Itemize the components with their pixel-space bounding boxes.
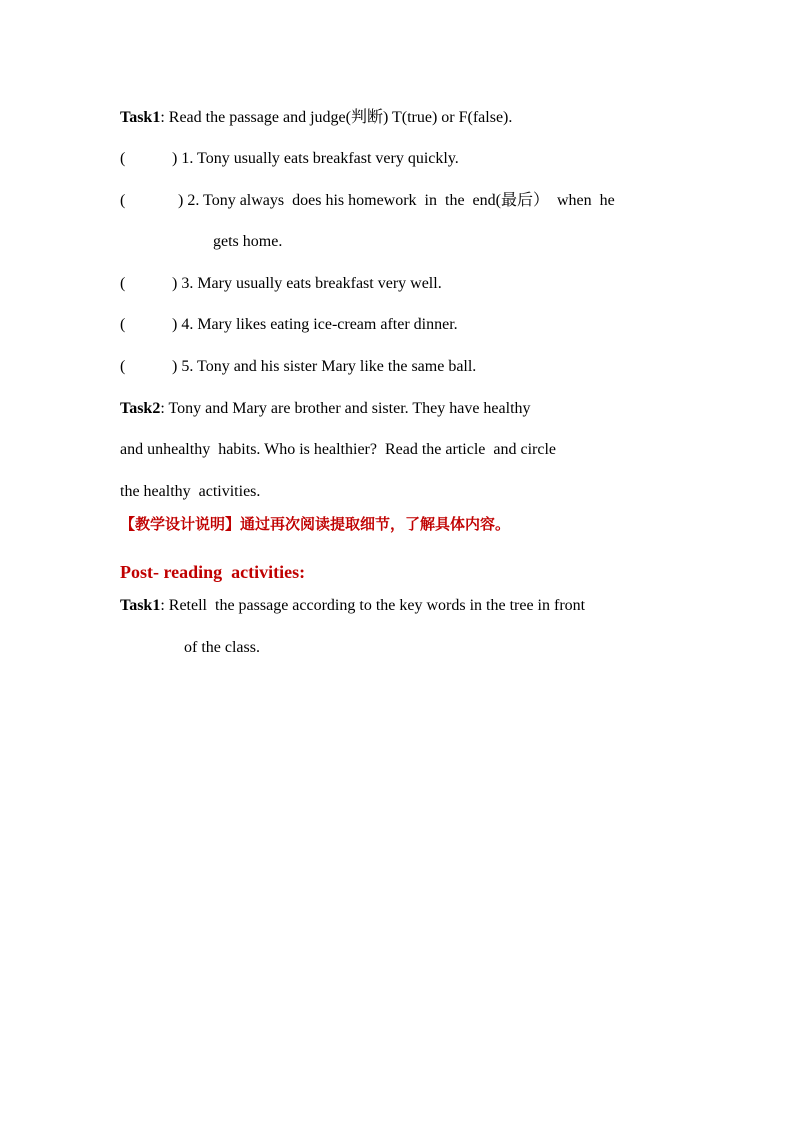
task2-colon: : <box>160 400 165 417</box>
judge-item-2 <box>120 191 615 211</box>
judge-item-text: ) 2. Tony always does his homework in the end(最后） when he <box>178 192 615 209</box>
post-reading-task1-line2 <box>184 638 260 658</box>
post-reading-task1-line1 <box>120 596 585 616</box>
task2-text: the healthy activities. <box>120 483 261 500</box>
answer-blank-open: ( <box>120 192 126 209</box>
post-reading-heading <box>120 562 305 582</box>
judge-item-text: ) 5. Tony and his sister Mary like the same ball. <box>172 358 477 375</box>
judge-item-continuation-text: gets home. <box>213 233 283 250</box>
judge-item-text: ) 4. Mary likes eating ice-cream after dinner. <box>172 316 458 333</box>
answer-blank-open: ( <box>120 150 126 167</box>
post-task1-label: Task1 <box>120 597 161 614</box>
judge-item-5 <box>120 357 476 377</box>
judge-item-text: ) 3. Mary usually eats breakfast very well. <box>172 275 442 292</box>
reading-task2-line1 <box>120 399 531 419</box>
design-note-text: 【教学设计说明】通过再次阅读提取细节，了解具体内容。 <box>120 515 511 533</box>
reading-task2-line3 <box>120 482 260 502</box>
reading-task1-instruction <box>120 108 512 128</box>
judge-item-text: ) 1. Tony usually eats breakfast very quickly. <box>172 150 459 167</box>
post-task1-text: of the class. <box>184 639 260 656</box>
post-task1-colon: : <box>160 597 165 614</box>
answer-blank-open: ( <box>120 358 126 375</box>
task2-label: Task2 <box>120 400 161 417</box>
design-note <box>120 514 510 534</box>
task2-text: and unhealthy habits. Who is healthier? Read the article and circle <box>120 441 556 458</box>
judge-item-2-continuation <box>213 232 282 252</box>
answer-blank-open: ( <box>120 275 126 292</box>
answer-blank-open: ( <box>120 316 126 333</box>
judge-item-1 <box>120 149 459 169</box>
task1-label: Task1 <box>120 109 161 126</box>
judge-item-4 <box>120 315 458 335</box>
reading-task2-line2 <box>120 440 556 460</box>
judge-item-3 <box>120 274 442 294</box>
task1-colon: : <box>160 109 165 126</box>
post-reading-heading-text: Post- reading activities: <box>120 562 306 582</box>
task2-text: Tony and Mary are brother and sister. They have healthy <box>164 400 531 417</box>
task1-text: Read the passage and judge(判断) T(true) or F(false). <box>164 109 513 126</box>
post-task1-text: Retell the passage according to the key words in the tree in front <box>164 597 586 614</box>
